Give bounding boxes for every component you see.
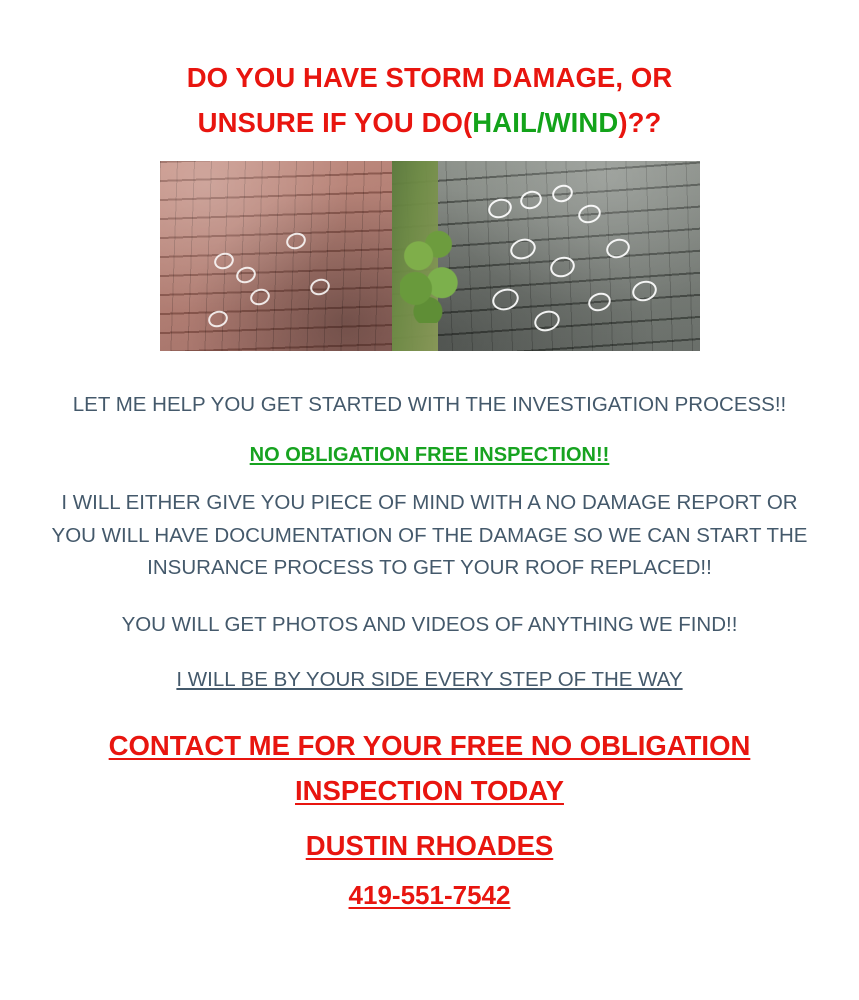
- headline-line-2-suffix: )??: [618, 106, 662, 138]
- contact-phone[interactable]: 419-551-7542: [348, 879, 511, 910]
- page-title: [0, 0, 859, 145]
- intro-paragraph: LET ME HELP YOU GET STARTED WITH THE INVESTIGATION PROCESS!!: [72, 393, 787, 417]
- main-paragraph: I WILL EITHER GIVE YOU PIECE OF MIND WITH A NO DAMAGE REPORT OR YOU WILL HAVE DOCUMENTATION OF THE DAMAGE SO WE CAN START THE INSURANCE PROCESS TO GET YOUR ROOF REPLACED!!: [51, 490, 808, 580]
- headline-hail-wind-highlight: HAIL/WIND: [472, 106, 619, 138]
- red-roof-photo: [160, 161, 392, 351]
- photos-videos-paragraph: YOU WILL GET PHOTOS AND VIDEOS OF ANYTHING WE FIND!!: [121, 613, 738, 637]
- red-shingle-texture: [160, 161, 392, 351]
- call-to-action-text: CONTACT ME FOR YOUR FREE NO OBLIGATION INSPECTION TODAY: [108, 729, 751, 807]
- headline-line-1: DO YOU HAVE STORM DAMAGE, OR: [186, 62, 673, 93]
- contact-name: DUSTIN RHOADES: [305, 829, 554, 861]
- flyer-body: [0, 389, 859, 697]
- by-your-side-paragraph: I WILL BE BY YOUR SIDE EVERY STEP OF THE WAY: [176, 668, 683, 692]
- grey-roof-photo: [392, 161, 700, 351]
- bush-foliage: [400, 227, 462, 323]
- free-inspection-callout: NO OBLIGATION FREE INSPECTION!!: [249, 443, 610, 466]
- headline-line-2-prefix: UNSURE IF YOU DO(: [197, 106, 473, 138]
- roof-damage-photo-row: [160, 161, 700, 351]
